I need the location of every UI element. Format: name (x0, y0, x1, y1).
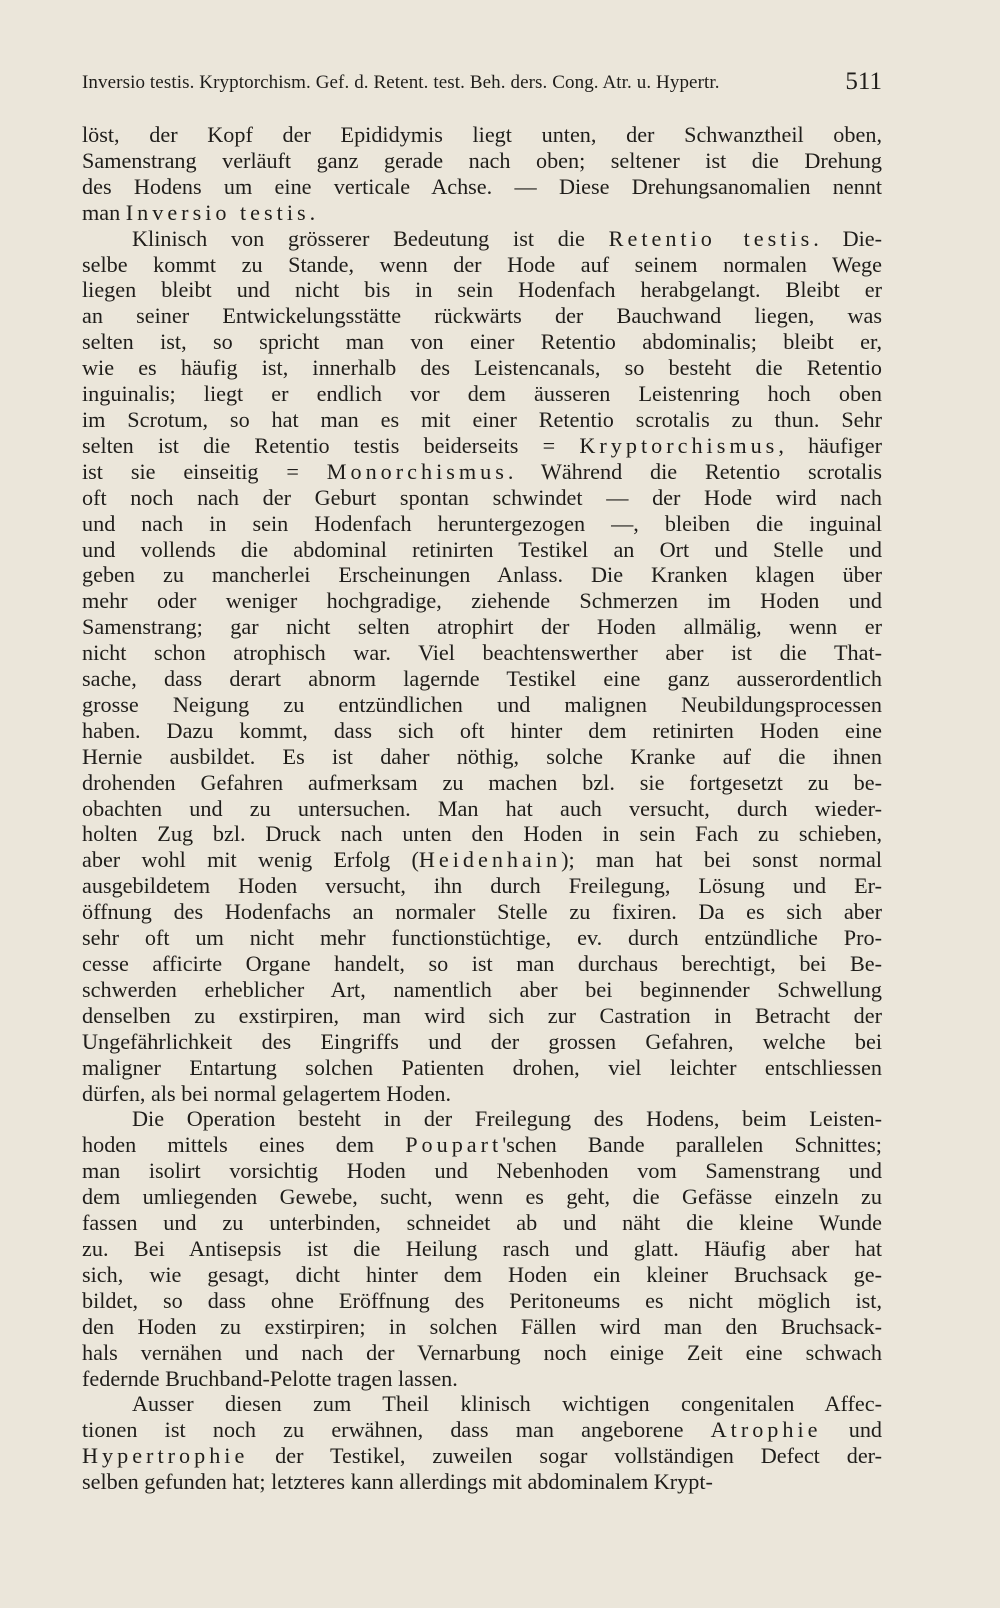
text-line (82, 1210, 882, 1236)
text-segment: im Scrotum, so hat man es mit einer Retentio scrotalis zu thun. Sehr (82, 406, 882, 432)
text-segment: holten Zug bzl. Druck nach unten den Hoden in sein Fach zu schieben, (82, 821, 882, 847)
text-segment: Klinisch von grösserer Bedeutung ist die (132, 225, 609, 251)
text-segment: nicht schon atrophisch war. Viel beachtenswerther aber ist die That- (82, 640, 882, 666)
text-line (82, 1236, 882, 1262)
text-segment: mehr oder weniger hochgradige, ziehende Schmerzen im Hoden und (82, 588, 882, 614)
text-line (82, 1184, 882, 1210)
text-segment: . Während die Retentio scrotalis (507, 458, 882, 484)
text-line (82, 148, 882, 174)
text-line (82, 1314, 882, 1340)
spaced-term: Heidenhain (418, 847, 562, 873)
text-segment: selten ist, so spricht man von einer Retentio abdominalis; bleibt er, (82, 329, 882, 355)
text-line (82, 744, 882, 770)
text-segment: wie es häufig ist, innerhalb des Leistencanals, so besteht die Retentio (82, 355, 882, 381)
text-line (82, 329, 882, 355)
text-segment: hoden mittels eines dem (82, 1132, 406, 1158)
text-line (82, 537, 882, 563)
text-line (82, 433, 882, 459)
text-segment: . Die- (813, 225, 883, 251)
text-segment: 'schen Bande parallelen Schnittes; (502, 1132, 882, 1158)
text-segment: öffnung des Hodenfachs an normaler Stelle zu fixiren. Da es sich aber (82, 899, 882, 925)
text-segment: drohenden Gefahren aufmerksam zu machen bzl. sie fortgesetzt zu be- (82, 769, 882, 795)
text-line (82, 303, 882, 329)
text-segment: man (82, 199, 126, 225)
paragraph (82, 1106, 882, 1391)
spaced-term: Retentio testis (608, 225, 814, 251)
text-line (82, 1132, 882, 1158)
text-line (82, 1158, 882, 1184)
text-segment: und nach in sein Hodenfach heruntergezogen —, bleiben die inguinal (82, 510, 882, 536)
text-segment: inguinalis; liegt er endlich vor dem äusseren Leistenring hoch oben (82, 381, 882, 407)
text-segment: Ungefährlichkeit des Eingriffs und der grossen Gefahren, welche bei (82, 1028, 882, 1054)
text-segment: den Hoden zu exstirpiren; in solchen Fällen wird man den Bruchsack- (82, 1313, 882, 1339)
text-segment: maligner Entartung solchen Patienten drohen, viel leichter entschliessen (82, 1054, 882, 1080)
text-line (82, 1288, 882, 1314)
text-segment: schwerden erheblicher Art, namentlich aber bei beginnender Schwellung (82, 976, 882, 1002)
spaced-term: Inversio testis (125, 199, 310, 225)
text-segment: hals vernähen und nach der Vernarbung noch einige Zeit eine schwach (82, 1339, 882, 1365)
text-line (82, 718, 882, 744)
text-segment: . (309, 199, 316, 225)
spaced-term: Atrophie (710, 1417, 822, 1443)
paragraph (82, 122, 882, 226)
text-line (82, 847, 882, 873)
spaced-term: Monorchismus (326, 458, 508, 484)
text-line (82, 1366, 882, 1392)
text-line (82, 407, 882, 433)
text-segment: denselben zu exstirpiren, man wird sich zur Castration in Betracht der (82, 1002, 882, 1028)
text-line (82, 485, 882, 511)
page-header (82, 64, 882, 104)
text-segment: tionen ist noch zu erwähnen, dass man angeborene (82, 1417, 711, 1443)
text-line (82, 1003, 882, 1029)
text-segment: der Testikel, zuweilen sogar vollständigen Defect der- (248, 1443, 882, 1469)
text-line (82, 588, 882, 614)
text-line (82, 381, 882, 407)
text-segment: selben gefunden hat; letzteres kann allerdings mit abdominalem Krypt- (82, 1469, 713, 1495)
text-line (82, 1055, 882, 1081)
text-segment: oft noch nach der Geburt spontan schwindet — der Hode wird nach (82, 484, 882, 510)
text-line (82, 796, 882, 822)
body-text (82, 122, 882, 1495)
text-segment: des Hodens um eine verticale Achse. — Diese Drehungsanomalien nennt (82, 173, 882, 199)
text-line (82, 174, 882, 200)
text-line (82, 1029, 882, 1055)
text-segment: aber wohl mit wenig Erfolg ( (82, 847, 419, 873)
text-segment: liegen bleibt und nicht bis in sein Hodenfach herabgelangt. Bleibt er (82, 277, 882, 303)
text-segment: grosse Neigung zu entzündlichen und malignen Neubildungsprocessen (82, 691, 882, 717)
text-segment: sehr oft um nicht mehr functionstüchtige, ev. durch entzündliche Pro- (82, 925, 882, 951)
text-segment: ist sie einseitig = (82, 458, 327, 484)
spaced-term: Hypertrophie (82, 1443, 249, 1469)
text-segment: selten ist die Retentio testis beiderseits = (82, 432, 580, 458)
text-line (82, 1417, 882, 1443)
text-line (82, 355, 882, 381)
text-line (82, 666, 882, 692)
text-line (82, 1262, 882, 1288)
text-segment: ); man hat bei sonst normal (561, 847, 882, 873)
text-segment: Samenstrang verläuft ganz gerade nach oben; seltener ist die Drehung (82, 147, 882, 173)
text-segment: bildet, so dass ohne Eröffnung des Peritoneums es nicht möglich ist, (82, 1287, 882, 1313)
text-line (82, 1443, 882, 1469)
text-line (82, 122, 882, 148)
text-segment: an seiner Entwickelungsstätte rückwärts der Bauchwand liegen, was (82, 303, 882, 329)
text-line (82, 200, 882, 226)
text-line (82, 692, 882, 718)
text-segment: dürfen, als bei normal gelagertem Hoden. (82, 1080, 452, 1106)
text-segment: dem umliegenden Gewebe, sucht, wenn es geht, die Gefässe einzeln zu (82, 1184, 882, 1210)
text-segment: zu. Bei Antisepsis ist die Heilung rasch und glatt. Häufig aber hat (82, 1235, 882, 1261)
spaced-term: Poupart (405, 1132, 503, 1158)
text-line (82, 562, 882, 588)
text-line (82, 821, 882, 847)
text-line (82, 226, 882, 252)
text-line (82, 640, 882, 666)
text-segment: , häufiger (778, 432, 882, 458)
text-line (82, 977, 882, 1003)
text-segment: und (821, 1417, 883, 1443)
text-segment: Hernie ausbildet. Es ist daher nöthig, solche Kranke auf die ihnen (82, 743, 882, 769)
text-segment: Ausser diesen zum Theil klinisch wichtigen congenitalen Affec- (132, 1391, 882, 1417)
text-line (82, 925, 882, 951)
text-segment: löst, der Kopf der Epididymis liegt unten, der Schwanztheil oben, (82, 122, 882, 147)
paragraph (82, 226, 882, 1107)
text-segment: selbe kommt zu Stande, wenn der Hode auf seinem normalen Wege (82, 251, 882, 277)
spaced-term: Kryptorchismus (579, 432, 779, 458)
text-line (82, 459, 882, 485)
text-segment: sache, dass derart abnorm lagernde Testikel eine ganz ausserordentlich (82, 666, 882, 692)
text-segment: sich, wie gesagt, dicht hinter dem Hoden ein kleiner Bruchsack ge- (82, 1261, 882, 1287)
text-line (82, 1081, 882, 1107)
running-head: Inversio testis. Kryptorchism. Gef. d. Retent. test. Beh. ders. Cong. Atr. u. Hypertr. (82, 72, 720, 93)
text-line (82, 1106, 882, 1132)
text-segment: haben. Dazu kommt, dass sich oft hinter dem retinirten Hoden eine (82, 717, 882, 743)
text-segment: Die Operation besteht in der Freilegung des Hodens, beim Leisten- (132, 1106, 882, 1132)
text-segment: ausgebildetem Hoden versucht, ihn durch Freilegung, Lösung und Er- (82, 873, 882, 899)
paragraph (82, 1391, 882, 1495)
text-segment: cesse afficirte Organe handelt, so ist man durchaus berechtigt, bei Be- (82, 951, 882, 976)
text-segment: man isolirt vorsichtig Hoden und Nebenhoden vom Samenstrang und (82, 1158, 882, 1184)
text-line (82, 1391, 882, 1417)
text-line (82, 873, 882, 899)
text-line (82, 1469, 882, 1495)
text-line (82, 252, 882, 278)
text-line (82, 1340, 882, 1366)
text-line (82, 770, 882, 796)
text-line (82, 899, 882, 925)
text-segment: federnde Bruchband-Pelotte tragen lassen. (82, 1365, 458, 1391)
text-segment: geben zu mancherlei Erscheinungen Anlass. Die Kranken klagen über (82, 562, 882, 588)
text-segment: und vollends die abdominal retinirten Testikel an Ort und Stelle und (82, 536, 882, 562)
text-line (82, 614, 882, 640)
text-segment: fassen und zu unterbinden, schneidet ab und näht die kleine Wunde (82, 1210, 882, 1236)
text-line (82, 277, 882, 303)
text-line (82, 511, 882, 537)
page-number: 511 (845, 68, 882, 95)
text-segment: Samenstrang; gar nicht selten atrophirt der Hoden allmälig, wenn er (82, 614, 882, 640)
text-segment: obachten und zu untersuchen. Man hat auch versucht, durch wieder- (82, 795, 882, 821)
text-line (82, 951, 882, 977)
